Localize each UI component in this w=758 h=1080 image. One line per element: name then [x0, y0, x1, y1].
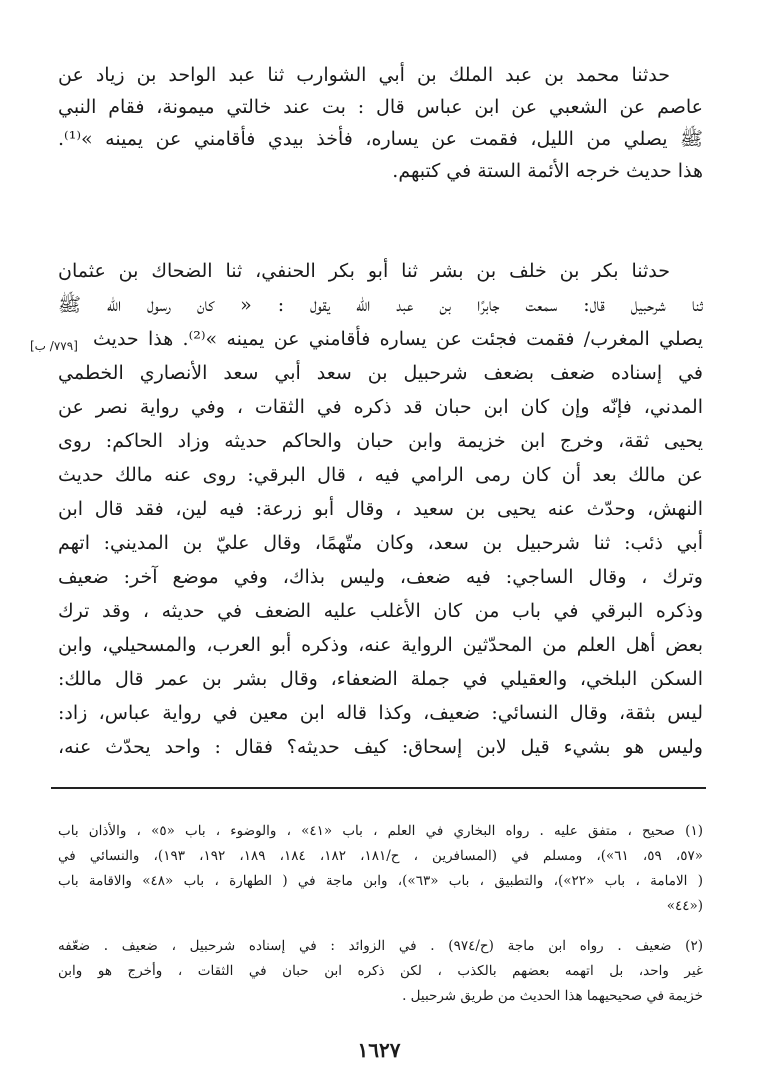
- margin-folio-note: [٧٧٩/ ب]: [30, 339, 78, 353]
- footnote1-line-1: (١) صحيح ، متفق عليه . رواه البخاري في العلم ، باب «٤١» ، والوضوء ، باب «٥» ، والأذان باب: [58, 823, 703, 839]
- footnote1-line-2: «٥٧، ٥٩، ٦١»)، ومسلم في (المسافرين ، ح/١٨١، ١٨٢، ١٨٤، ١٨٩، ١٩٢، ١٩٣)، والنسائي في: [58, 848, 703, 864]
- para2-line-2: ثنا شرحبيل قال: سمعت جابرًا بن عبد الله يقول : « كان رسول الله ﷺ: [58, 294, 703, 316]
- para2-line-3: يصلي المغرب/ فقمت فجئت عن يساره فأقامني عن يمينه »⁽²⁾. هذا حديث: [93, 328, 703, 350]
- para2-line-14: ليس بثقة، وقال النسائي: ضعيف، وكذا قاله ابن معين في رواية عباس، زاد:: [58, 702, 703, 724]
- para1-line-2: عاصم عن الشعبي عن ابن عباس قال : بت عند خالتي ميمونة، فقام النبي: [58, 96, 703, 118]
- para2-line-1: حدثنا بكر بن خلف بن بشر ثنا أبو بكر الحنفي، ثنا الضحاك بن عثمان: [58, 260, 670, 282]
- para2-line-12: بعض أهل العلم من المحدّثين الرواية عنه، وذكره أبو العرب، والمسحيلي، وابن: [58, 634, 703, 656]
- para2-line-5: المدني، فإنّه وإن كان ابن حبان قد ذكره في الثقات ، وفي رواية نصر عن: [58, 396, 703, 418]
- footnote1-line-4: «٤٤»): [666, 898, 703, 914]
- para1-line-1: حدثنا محمد بن عبد الملك بن أبي الشوارب ثنا عبد الواحد بن زياد عن: [58, 64, 670, 86]
- para2-line-11: وذكره البرقي في باب من كان الأغلب عليه الضعف في حديثه ، وقد ترك: [58, 600, 703, 622]
- para2-line-8: النهش، وحدّث عنه يحيى بن سعيد ، وقال أبو زرعة: فيه لين، فقد قال ابن: [58, 498, 703, 520]
- footnote2-line-1: (٢) ضعيف . رواه ابن ماجة (ح/٩٧٤) . في الزوائد : في إسناده شرحبيل ، ضعيف . ضعّفه: [58, 938, 703, 954]
- para2-line-13: السكن البلخي، والعقيلي في جملة الضعفاء، وقال بشر بن عمر قال مالك:: [58, 668, 703, 690]
- para2-line-4: في إسناده ضعف بضعف شرحبيل بن سعد أبي سعد الأنصاري الخطمي: [58, 362, 703, 384]
- footnote2-line-3: خزيمة في صحيحيهما هذا الحديث من طريق شرحبيل .: [402, 988, 703, 1004]
- page-number: ١٦٢٧: [357, 1038, 401, 1062]
- footnote1-line-3: ( الامامة ، باب «٢٢»)، والتطبيق ، باب «٦٣»)، وابن ماجة في ( الطهارة ، باب «٤٨» والاقامة باب: [58, 873, 703, 889]
- para1-line-4: هذا حديث خرجه الأئمة الستة في كتبهم.: [392, 160, 703, 182]
- para2-line-10: وترك ، وقال الساجي: فيه ضعف، وليس بذاك، وفي موضع آخر: ضعيف: [58, 566, 703, 588]
- footnote-separator: [51, 787, 706, 789]
- para2-line-9: أبي ذئب: ثنا شرحبيل بن سعد، وكان متّهمًا، وقال عليّ بن المديني: اتهم: [58, 532, 703, 554]
- para2-line-15: وليس هو بشيء قيل لابن إسحاق: كيف حديثه؟ فقال : واحد يحدّث عنه،: [58, 736, 703, 758]
- para1-line-3: ﷺ يصلي من الليل، فقمت عن يساره، فأخذ بيدي فأقامني عن يمينه »⁽¹⁾.: [58, 128, 703, 150]
- footnote2-line-2: غير واحد، بل اتهمه بعضهم بالكذب ، لكن ذكره ابن حبان في الثقات ، وأخرج هو وابن: [58, 963, 703, 979]
- para2-line-6: يحيى ثقة، وخرج ابن خزيمة وابن حبان والحاكم حديثه وزاد الحاكم: روى: [58, 430, 703, 452]
- para2-line-7: عن مالك بعد أن كان رمى الرامي فيه ، قال البرقي: روى عنه مالك حديث: [58, 464, 703, 486]
